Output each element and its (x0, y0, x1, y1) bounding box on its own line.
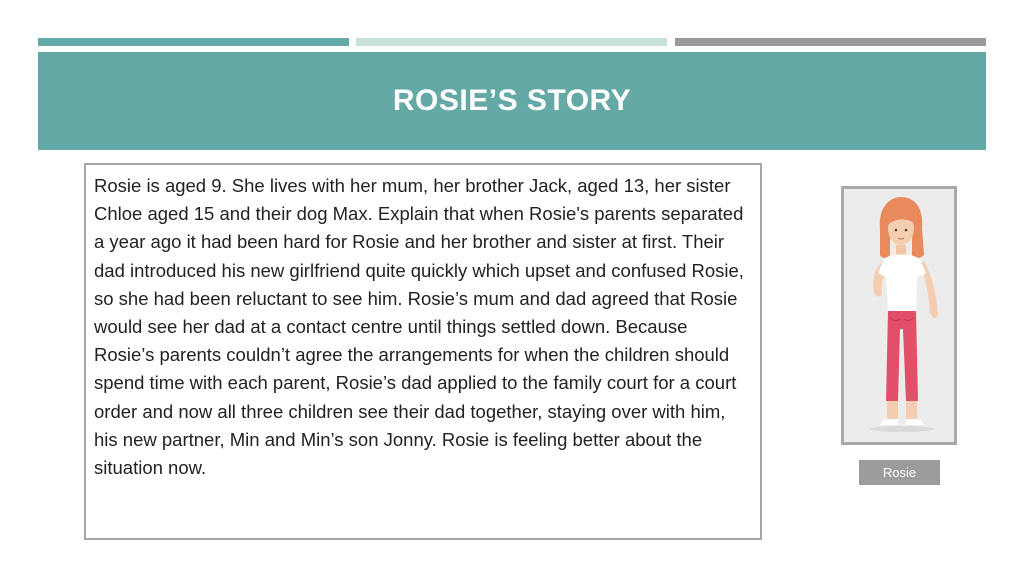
accent-bar-teal (38, 38, 349, 46)
slide-title: ROSIE’S STORY (392, 84, 632, 117)
character-card (841, 186, 957, 445)
story-text: Rosie is aged 9. She lives with her mum, her brother Jack, aged 13, her sister Chloe aged 15 and their dog Max. Explain that when Rosie's parents separated a year ago it had been hard for Rosie and her brother and sister at first. Their dad introduced his new girlfriend quite quickly which upset and confused Rosie, so she had been reluctant to see him. Rosie’s mum and dad agreed that Rosie would see her dad at a contact centre until things settled down. Because Rosie’s parents couldn’t agree the arrangements for when the children should spend time with each parent, Rosie’s dad applied to the family court for a court order and now all three children see their dad together, staying over with him, his new partner, Min and Min’s son Jonny. Rosie is feeling better about the situation now. (94, 175, 744, 479)
accent-bar-grey (675, 38, 986, 46)
title-banner (38, 52, 986, 150)
accent-bar-mint (356, 38, 667, 46)
girl-character-icon (844, 189, 954, 442)
story-text-box (84, 163, 762, 540)
character-name-tag: Rosie (859, 460, 940, 485)
